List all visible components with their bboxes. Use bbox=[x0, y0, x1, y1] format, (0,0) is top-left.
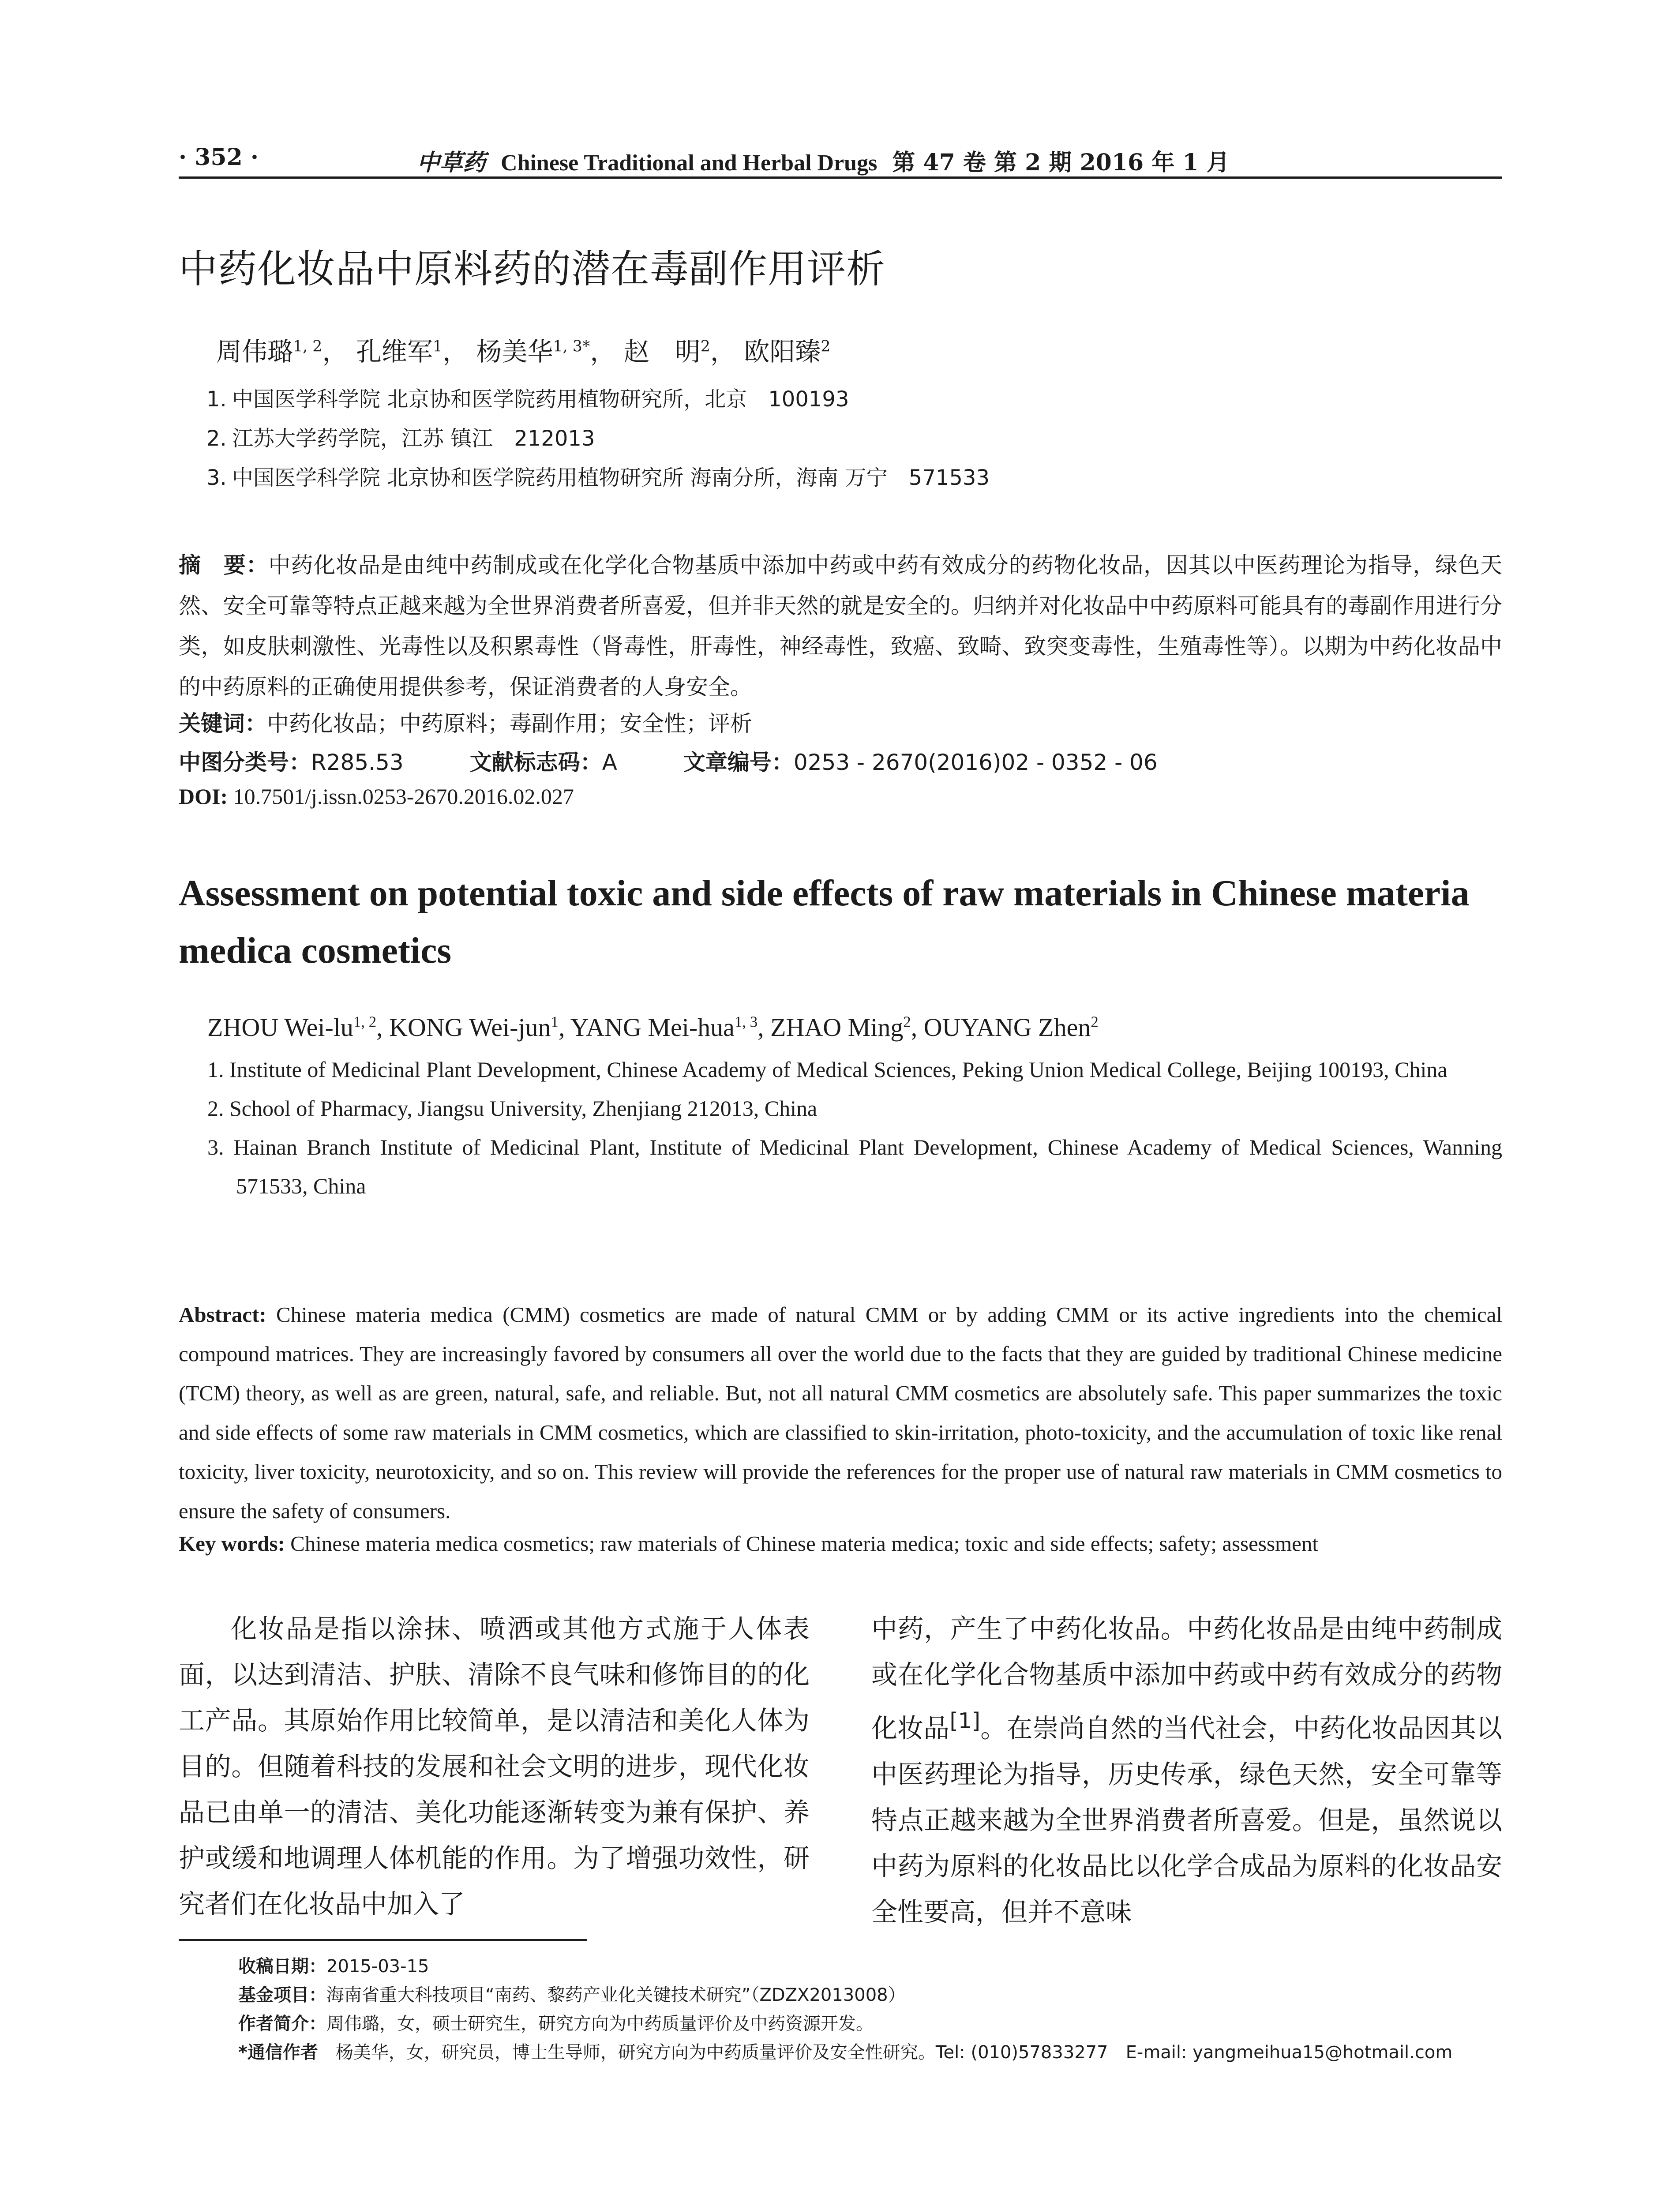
doi-label: DOI: bbox=[179, 784, 228, 809]
journal-title bbox=[417, 144, 1230, 177]
author-separator: ， bbox=[710, 337, 736, 367]
clc-label: 中图分类号： bbox=[179, 750, 311, 775]
footnote-fund bbox=[238, 1981, 906, 2006]
author-separator: , bbox=[376, 1013, 390, 1042]
author-name: 杨美华 bbox=[476, 337, 553, 367]
abstract-cn bbox=[179, 545, 1502, 707]
abstract-text-cn: 中药化妆品是由纯中药制成或在化学化合物基质中添加中药或中药有效成分的药物化妆品，因其以中医药理论为指导，绿色天然、安全可靠等特点正越来越为全世界消费者所喜爱，但并非天然的就是安全的。归纳并对化妆品中中药原料可能具有的毒副作用进行分类，如皮肤刺激性、光毒性以及积累毒性（肾毒性，肝毒性，神经毒性，致癌、致畸、致突变毒性，生殖毒性等）。以期为中药化妆品中的中药原料的正确使用提供参考，保证消费者的人身安全。 bbox=[179, 552, 1503, 700]
footnote-text: 海南省重大科技项目“南药、黎药产业化关键技术研究”（ZDZX2013008） bbox=[326, 1985, 906, 2005]
affiliation-en: 1. Institute of Medicinal Plant Development, Chinese Academy of Medical Sciences, Peking Union Medical College, Beijing 100193, China bbox=[207, 1057, 1448, 1082]
keywords-label-en: Key words: bbox=[179, 1531, 285, 1556]
author-affiliation-mark: 2 bbox=[903, 1013, 911, 1031]
author-separator: , bbox=[911, 1013, 924, 1042]
page-number: · 352 · bbox=[179, 144, 259, 171]
body-text: 。在崇尚自然的当代社会，中药化妆品因其以中医药理论为指导，历史传承，绿色天然，安全可靠等特点正越来越为全世界消费者所喜爱。但是，虽然说以中药为原料的化妆品比以化学合成品为原料的化妆品安全性要高，但并不意味 bbox=[871, 1713, 1502, 1927]
journal-name-cn: 中草药 bbox=[417, 149, 486, 176]
body-text: 中药，产生了中药化妆品。中药化妆品是由纯中药制成或在化学化合物基质中添加中药或中药有效成分的药物化妆品 bbox=[871, 1613, 1502, 1744]
abstract-label-en: Abstract: bbox=[179, 1302, 266, 1327]
author-affiliation-mark: 1, 2 bbox=[353, 1013, 377, 1031]
author-affiliation-mark: 1, 3 bbox=[734, 1013, 758, 1031]
keywords-text-cn: 中药化妆品；中药原料；毒副作用；安全性；评析 bbox=[267, 711, 752, 736]
doi-line bbox=[179, 784, 574, 809]
affiliation-en: 3. Hainan Branch Institute of Medicinal Plant, Institute of Medicinal Plant Development, Chinese Academy of Medical Sciences, Wanning 571533, China bbox=[207, 1135, 1502, 1198]
affiliation-number: 2. bbox=[206, 426, 227, 451]
footnote-label: 基金项目： bbox=[238, 1985, 326, 2005]
citation-ref[interactable]: [1] bbox=[949, 1708, 981, 1733]
document-code-label: 文献标志码： bbox=[469, 750, 602, 775]
keywords-text-en: Chinese materia medica cosmetics; raw materials of Chinese materia medica; toxic and side effects; safety; assessment bbox=[290, 1531, 1318, 1556]
author-name: 孔维军 bbox=[356, 337, 433, 367]
author-separator: , bbox=[558, 1013, 570, 1042]
author-list-cn bbox=[216, 331, 831, 368]
footnote-label: *通信作者 bbox=[238, 2042, 318, 2063]
article-title-en: Assessment on potential toxic and side effects of raw materials in Chinese materia medica cosmetics bbox=[179, 873, 1470, 971]
affiliation-cn bbox=[206, 461, 990, 491]
author-separator: ， bbox=[590, 337, 616, 367]
author-name: ZHAO Ming bbox=[770, 1013, 904, 1042]
affiliation-text: 中国医学科学院 北京协和医学院药用植物研究所，北京 100193 bbox=[232, 387, 849, 412]
article-title-cn: 中药化妆品中原料药的潜在毒副作用评析 bbox=[179, 246, 886, 292]
running-header bbox=[179, 138, 1502, 177]
author-name: KONG Wei-jun bbox=[389, 1013, 551, 1042]
keywords-en bbox=[179, 1531, 1502, 1556]
affiliation-number: 3. bbox=[206, 465, 227, 490]
affiliation-cn bbox=[206, 421, 595, 452]
affiliation-text: 江苏大学药学院，江苏 镇江 212013 bbox=[232, 426, 595, 451]
author-list-en bbox=[207, 1013, 1099, 1042]
affiliation-en: 2. School of Pharmacy, Jiangsu University, Zhenjiang 212013, China bbox=[207, 1096, 818, 1121]
footnote-author bbox=[238, 2010, 874, 2035]
footnote-rule bbox=[179, 1939, 587, 1941]
author-name: 周伟璐 bbox=[216, 337, 293, 367]
article-number-label: 文章编号： bbox=[683, 750, 794, 775]
footnote-corresponding bbox=[238, 2038, 1452, 2063]
journal-name-en: Chinese Traditional and Herbal Drugs bbox=[501, 150, 878, 176]
author-affiliation-mark: 1 bbox=[551, 1013, 559, 1031]
doi-value: 10.7501/j.issn.0253-2670.2016.02.027 bbox=[233, 784, 574, 809]
author-affiliation-mark: 1, 2 bbox=[293, 338, 322, 356]
affiliations-en bbox=[207, 1050, 1502, 1205]
keywords-label-cn: 关键词： bbox=[179, 711, 267, 736]
affiliation-cn bbox=[206, 382, 849, 413]
author-separator: , bbox=[758, 1013, 771, 1042]
footnote-label: 作者简介： bbox=[238, 2014, 326, 2034]
author-name: 欧阳臻 bbox=[744, 337, 821, 367]
author-separator: ， bbox=[442, 337, 469, 367]
affiliation-number: 1. bbox=[206, 387, 227, 412]
author-affiliation-mark: 2 bbox=[700, 338, 710, 356]
author-affiliation-mark: 2 bbox=[821, 338, 831, 356]
abstract-en bbox=[179, 1295, 1502, 1531]
classification-line bbox=[179, 745, 1158, 777]
clc-value: R285.53 bbox=[311, 750, 404, 775]
author-affiliation-mark: 1 bbox=[432, 338, 443, 356]
author-name: 赵 明 bbox=[623, 337, 701, 367]
author-name: YANG Mei-hua bbox=[570, 1013, 735, 1042]
keywords-cn bbox=[179, 706, 752, 738]
author-separator: ， bbox=[322, 337, 348, 367]
author-name: OUYANG Zhen bbox=[923, 1013, 1091, 1042]
abstract-label-cn: 摘 要： bbox=[179, 552, 269, 578]
footnote-received bbox=[238, 1952, 429, 1977]
body-column-right bbox=[871, 1606, 1502, 1935]
document-code-value: A bbox=[602, 750, 617, 775]
affiliation-text: 中国医学科学院 北京协和医学院药用植物研究所 海南分所，海南 万宁 571533 bbox=[232, 465, 990, 490]
footnote-text: 周伟璐，女，硕士研究生，研究方向为中药质量评价及中药资源开发。 bbox=[326, 2014, 874, 2034]
author-name: ZHOU Wei-lu bbox=[207, 1013, 353, 1042]
body-column-left: 化妆品是指以涂抹、喷洒或其他方式施于人体表面，以达到清洁、护肤、清除不良气味和修饰目的的化工产品。其原始作用比较简单，是以清洁和美化人体为目的。但随着科技的发展和社会文明的进步，现代化妆品已由单一的清洁、美化功能逐渐转变为兼有保护、养护或缓和地调理人体机能的作用。为了增强功效性，研究者们在化妆品中加入了 bbox=[179, 1613, 810, 1919]
footnote-text: 杨美华，女，研究员，博士生导师，研究方向为中药质量评价及安全性研究。Tel: (010)57833277 E-mail: yangmeihua15@hotmail.com bbox=[335, 2042, 1453, 2063]
issue-info: 第 47 卷 第 2 期 2016 年 1 月 bbox=[892, 149, 1230, 176]
footnote-text: 2015-03-15 bbox=[326, 1956, 429, 1977]
article-number-value: 0253 - 2670(2016)02 - 0352 - 06 bbox=[793, 750, 1158, 775]
abstract-text-en: Chinese materia medica (CMM) cosmetics are made of natural CMM or by adding CMM or its active ingredients into the chemical compound matrices. They are increasingly favored by consumers all over the world due to the facts that they are guided by traditional Chinese medicine (TCM) theory, as well as are green, natural, safe, and reliable. But, not all natural CMM cosmetics are absolutely safe. This paper summarizes the toxic and side effects of some raw materials in CMM cosmetics, which are classified to skin-irritation, photo-toxicity, and the accumulation of toxic like renal toxicity, liver toxicity, neurotoxicity, and so on. This review will provide the references for the proper use of natural raw materials in CMM cosmetics to ensure the safety of consumers. bbox=[179, 1302, 1503, 1523]
footnote-label: 收稿日期： bbox=[238, 1956, 326, 1977]
author-affiliation-mark: 1, 3* bbox=[553, 338, 590, 356]
header-rule bbox=[179, 176, 1502, 179]
author-affiliation-mark: 2 bbox=[1091, 1013, 1099, 1031]
